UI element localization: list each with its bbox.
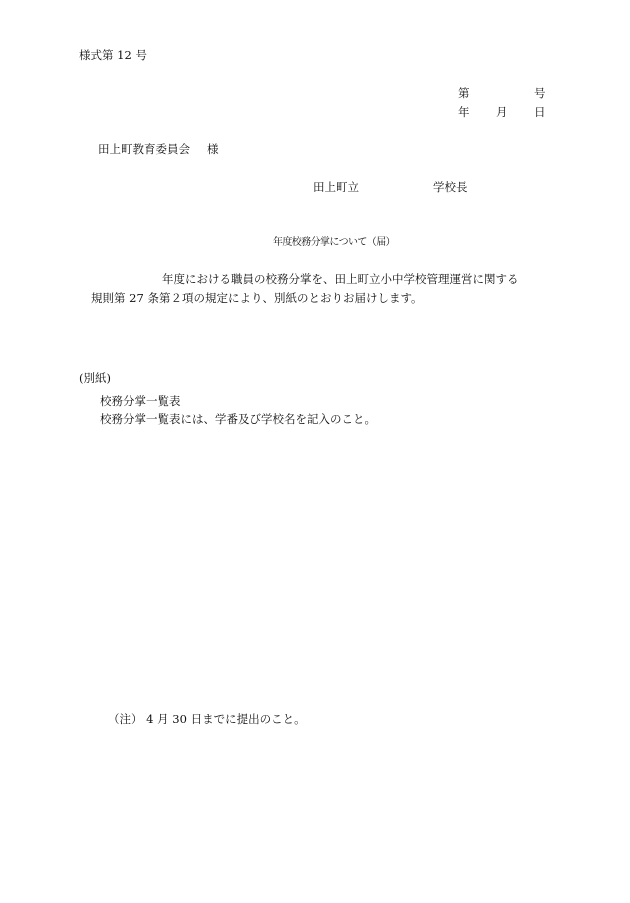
date-year-label: 年	[458, 105, 470, 119]
attachment-label: (別紙)	[79, 371, 111, 385]
sender-title: 学校長	[433, 180, 468, 194]
attachment-note: 校務分掌一覧表には、学番及び学校名を記入のこと。	[100, 412, 376, 426]
reference-number-suffix: 号	[534, 86, 546, 100]
attachment-title: 校務分掌一覧表	[100, 394, 181, 408]
reference-number-prefix: 第	[458, 86, 470, 100]
body-line-1: 年度における職員の校務分掌を、田上町立小中学校管理運営に関する	[162, 272, 519, 286]
form-number: 様式第 12 号	[79, 48, 147, 62]
addressee-honorific: 様	[207, 142, 219, 156]
date-month-label: 月	[496, 105, 508, 119]
sender-school-prefix: 田上町立	[313, 180, 359, 194]
date-day-label: 日	[534, 105, 546, 119]
submission-note: （注） 4 月 30 日までに提出のこと。	[108, 712, 306, 726]
document-subject: 年度校務分掌について（届）	[273, 237, 395, 248]
addressee-name: 田上町教育委員会	[98, 142, 190, 156]
body-line-2: 規則第 27 条第２項の規定により、別紙のとおりお届けします。	[91, 291, 423, 305]
